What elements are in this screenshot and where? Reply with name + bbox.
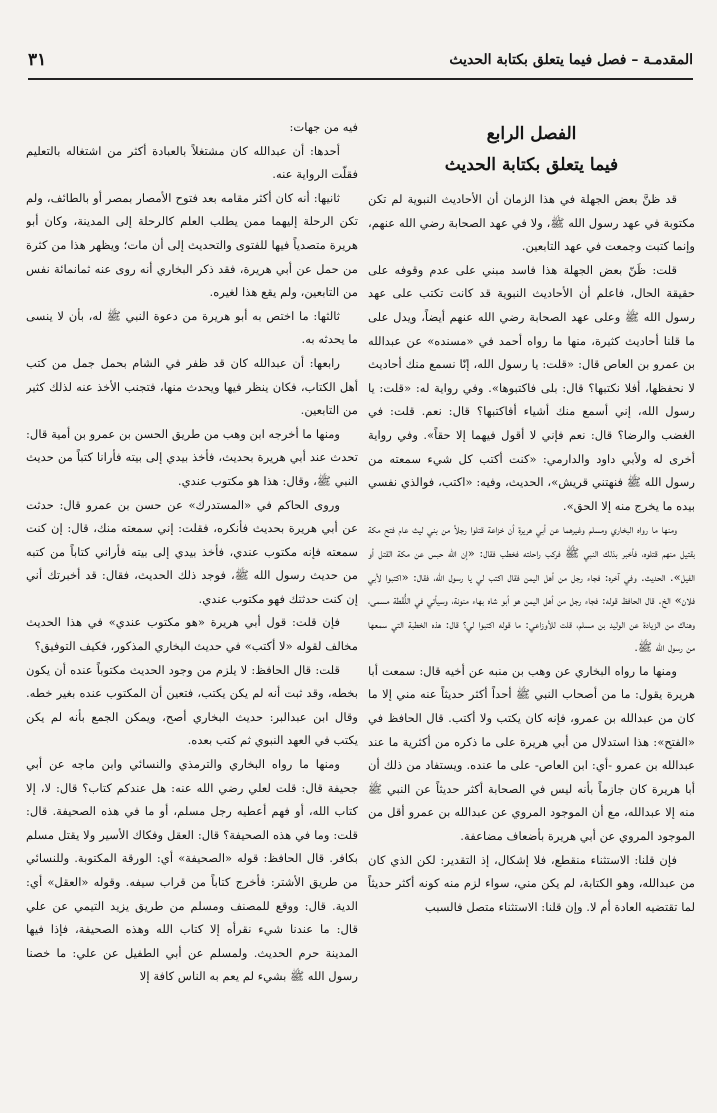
paragraph: فإن قلت: قول أبي هريرة «هو مكتوب عندي» في هذا الحديث مخالف لقوله «لا أكتب» في حديث البخاري المذكور، فكيف التوفيق؟ — [26, 615, 358, 654]
right-column — [368, 122, 695, 1093]
paragraph: رابعها: أن عبدالله كان قد ظفر في الشام بحمل جمل من كتب أهل الكتاب، فكان ينظر فيها ويحدث منها، فتجنب الأخذ عنه لذلك كثير من التابعين. — [26, 355, 358, 418]
page-number: ٣١ — [28, 50, 47, 70]
paragraph: ومنها ما رواه البخاري عن وهب بن منبه عن أخيه قال: سمعت أبا هريرة يقول: ما من أصحاب النبي ﷺ أحداً أكثر حديثاً عنه مني إلا ما كان من عبدالله بن عمرو، فإنه كان يكتب ولا أكتب. قال الحافظ في «الفتح»: هذا استدلال من أبي هريرة على ما ذكره من أكثرية ما عند عبدالله بن عمرو -أي: ابن العاص- على ما عنده. ويستفاد من ذلك أن أبا هريرة كان جازماً بأنه ليس في الصحابة أكثر حديثاً عن النبي ﷺ منه إلا عبدالله، مع أن الموجود المروي عن عبدالله بن عمرو أقل من الموجود المروي عن أبي هريرة بأضعاف مضاعفة. — [368, 663, 695, 844]
chapter-number: الفصل الرابع — [486, 124, 577, 144]
page-header — [28, 48, 693, 80]
left-column — [26, 116, 358, 1093]
chapter-title: فيما يتعلق بكتابة الحديث — [444, 155, 619, 175]
paragraph: فإن قلنا: الاستثناء منقطع، فلا إشكال، إذ التقدير: لكن الذي كان من عبدالله، وهو الكتابة، لم يكن مني، سواء لزم منه كونه أكثر حديثاً لما تقتضيه العادة أم لا. وإن قلنا: الاستثناء متصل فالسبب — [368, 852, 695, 914]
paragraph: قلت: قال الحافظ: لا يلزم من وجود الحديث مكتوباً عنده أن يكون بخطه، وقد ثبت أنه لم يكن يكتب، فتعين أن المكتوب عنده بغير خطه. وقال ابن عبدالبر: حديث البخاري أصح، ويمكن الجمع بأنه لم يكن يكتب في العهد النبوي ثم كتب بعده. — [26, 662, 358, 748]
paragraph: فيه من جهات: — [289, 120, 358, 134]
paragraph: ومنها ما رواه البخاري ومسلم وغيرهما عن أبي هريرة أن خزاعة قتلوا رجلاً من بني ليث عام فتح مكة بقتيل منهم قتلوه، فأخبر بذلك النبي ﷺ فركب راحلته فخطب فقال: «إن الله حبس عن مكة القتل أو الفيل». الحديث. وفي آخره: فجاء رجل من أهل اليمن فقال اكتب لي يا رسول الله، فقال: «اكتبوا لأبي فلان» الخ. قال الحافظ قوله: فجاء رجل من أهل اليمن هو أبو شاه بهاء منونة، وسيأتي في اللُّقَطة مسمى، وهناك من الزيادة عن الوليد بن مسلم، قلت للأوزاعي: ما قوله اكتبوا لي؟ قال: هذه الخطبة التي سمعها من رسول الله ﷺ. — [368, 522, 695, 655]
running-title: المقدمـة – فصل فيما يتعلق بكتابة الحديث — [449, 52, 693, 68]
paragraph: ثالثها: ما اختص به أبو هريرة من دعوة النبي ﷺ له، بأن لا ينسى ما يحدثه به. — [26, 308, 358, 347]
paragraph: ومنها ما أخرجه ابن وهب من طريق الحسن بن عمرو بن أمية قال: تحدث عند أبي هريرة بحديث، فأخذ بيدي إلى بيته فأرانا كتباً من حديث النبي ﷺ، وقال: هذا هو مكتوب عندي. — [26, 426, 358, 488]
paragraph: ومنها ما رواه البخاري والترمذي والنسائي وابن ماجه عن أبي جحيفة قال: قلت لعلي رضي الله عنه: هل عندكم كتاب؟ قال: لا، إلا كتاب الله، أو فهم أعطيه رجل مسلم، أو ما في هذه الصحيفة. قال: قلت: وما في هذه الصحيفة؟ قال: العقل وفكاك الأسير ولا يقتل مسلم بكافر. قال الحافظ: قوله «الصحيفة» أي: الورقة المكتوبة. وللنسائي من طريق الأشتر: فأخرج كتاباً من قراب سيفه. وقوله «العقل» أي: الدية. قال: ووقع للمصنف ومسلم من طريق يزيد التيمي عن علي قال: ما عندنا شيء نقرأه إلا كتاب الله وهذه الصحيفة، فإذا فيها المدينة حرم الحديث. ولمسلم عن أبي الطفيل عن علي: ما خصنا رسول الله ﷺ بشيء لم يعم به الناس كافة إلا — [26, 757, 358, 984]
paragraph: أحدها: أن عبدالله كان مشتغلاً بالعبادة أكثر من اشتغاله بالتعليم فقلّت الرواية عنه. — [26, 143, 358, 182]
paragraph: وروى الحاكم في «المستدرك» عن حسن بن عمرو قال: حدثت عن أبي هريرة بحديث فأنكره، فقلت: إني سمعته منك، قال: إن كنت سمعته فإنه مكتوب عندي، فأخذ بيدي إلى بيته فأراني كتاباً من كتبه من حديث رسول الله ﷺ، فوجد ذلك الحديث، فقال: قد أخبرتك أني إن كنت حدثتك فهو مكتوب عندي. — [26, 497, 358, 606]
paragraph: ثانيها: أنه كان أكثر مقامه بعد فتوح الأمصار بمصر أو بالطائف، ولم تكن الرحلة إليهما ممن يطلب العلم كالرحلة إلى المدينة، وكان أبو هريرة متصدياً فيها للفتوى والتحديث إلى أن مات؛ ويظهر هذا من كثرة من حمل عن أبي هريرة، فقد ذكر البخاري أنه روى عنه ثمانمائة نفس من التابعين، ولم يقع هذا لغيره. — [26, 190, 358, 300]
paragraph: قلت: ظَنّ بعض الجهلة هذا فاسد مبني على عدم وقوفه على حقيقة الحال، فاعلم أن الأحاديث النبوية قد كانت تكتب على عهد رسول الله ﷺ وعلى عهد الصحابة رضي الله عنهم أيضاً، ويدل على ما قلنا أحاديث كثيرة، منها ما رواه أحمد في «مسنده» عن عبدالله بن عمرو بن العاص قال: «قلت: يا رسول الله، إنّا نسمع منك أحاديث لا نحفظها، أفلا نكتبها؟ قال: بلى فاكتبوها». وفي رواية له: «قلت: يا رسول الله، إني أسمع منك أشياء أفاكتبها؟ قال: نعم. قلت: في الغضب والرضا؟ قال: نعم فإني لا أقول فيهما إلا حقاً». وفي رواية أخرى له ولأبي داود والدارمي: «كنت أكتب كل شيء سمعته من رسول الله ﷺ فنهتني قريش»، الحديث، وفيه: «اكتب، فوالذي نفسي بيده ما يخرج منه إلا الحق». — [368, 262, 695, 513]
paragraph: قد ظنَّ بعض الجهلة في هذا الزمان أن الأحاديث النبوية لم تكن مكتوبة في عهد رسول الله ﷺ، ولا في عهد الصحابة رضي الله عنهم، وإنما كتبت وجمعت في عهد التابعين. — [368, 192, 695, 254]
